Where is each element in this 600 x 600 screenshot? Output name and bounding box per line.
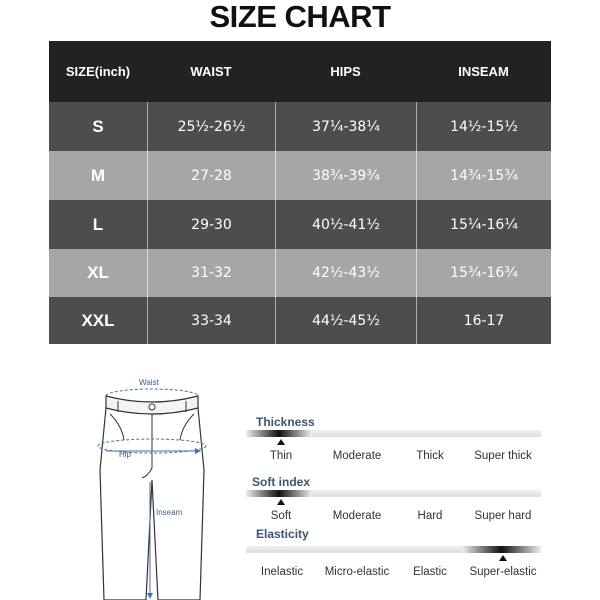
thickness-option: Thick (416, 450, 444, 462)
table-row (49, 249, 551, 297)
header-inseam: INSEAM (458, 64, 509, 79)
thickness-option: Thin (269, 450, 293, 462)
hips-cell: 40½-41½ (275, 200, 416, 249)
size-cell: L (92, 214, 104, 234)
size-cell: S (92, 116, 104, 136)
waist-cell: 29-30 (147, 200, 275, 249)
soft-index-scale (246, 472, 541, 526)
header-hips: HIPS (330, 64, 361, 79)
elasticity-active-segment (462, 546, 541, 553)
shorts-diagram (88, 368, 218, 600)
waist-cell: 33-34 (147, 297, 275, 344)
table-row (49, 200, 551, 249)
table-row (49, 151, 551, 200)
elasticity-heading: Elasticity (256, 527, 309, 541)
soft-index-option: Hard (417, 510, 443, 522)
soft-index-bar (246, 490, 541, 497)
size-table (49, 41, 551, 344)
right-leg (152, 408, 204, 600)
hips-cell: 38¾-39¾ (275, 151, 416, 200)
soft-index-option: Moderate (332, 510, 382, 522)
thickness-bar (246, 430, 541, 437)
soft-index-heading: Soft index (252, 475, 311, 489)
waist-cell: 27-28 (147, 151, 275, 200)
header-size: SIZE(inch) (65, 64, 131, 79)
left-leg (100, 408, 152, 600)
waist-label: Waist (139, 378, 159, 387)
table-header-row (49, 41, 551, 102)
soft-index-option: Super hard (474, 510, 532, 522)
thickness-marker-icon (277, 439, 285, 445)
elasticity-option: Inelastic (260, 566, 304, 578)
button-icon (149, 404, 155, 410)
waist-cell: 31-32 (147, 249, 275, 297)
table-row (49, 297, 551, 344)
thickness-active-segment (246, 430, 312, 437)
shorts-illustration (88, 368, 218, 600)
hips-cell: 37¼-38¼ (275, 102, 416, 151)
size-cell: M (90, 165, 106, 185)
hips-cell: 42½-43½ (275, 249, 416, 297)
inseam-cell: 14½-15½ (416, 102, 551, 151)
elasticity-scale (246, 524, 541, 584)
inseam-cell: 14¾-15¾ (416, 151, 551, 200)
size-cell: XL (87, 263, 109, 282)
thickness-heading: Thickness (256, 415, 315, 429)
elasticity-marker-icon (499, 555, 507, 561)
thickness-option: Super thick (474, 450, 532, 462)
elasticity-option: Micro-elastic (324, 566, 390, 578)
soft-index-option: Soft (270, 510, 292, 522)
elasticity-option: Elastic (413, 566, 447, 578)
hips-cell: 44½-45½ (275, 297, 416, 344)
inseam-cell: 15¼-16¼ (416, 200, 551, 249)
header-waist: WAIST (190, 64, 232, 79)
thickness-scale (246, 412, 541, 466)
hip-label: Hip (119, 450, 132, 459)
inseam-cell: 16-17 (416, 297, 551, 344)
inseam-cell: 15¾-16¾ (416, 249, 551, 297)
elasticity-option: Super-elastic (469, 566, 537, 578)
soft-index-marker-icon (277, 499, 285, 505)
size-cell: XXL (81, 310, 115, 330)
table-row (49, 102, 551, 151)
waist-cell: 25½-26½ (147, 102, 275, 151)
thickness-option: Moderate (332, 450, 382, 462)
page-title: SIZE CHART (209, 0, 391, 34)
soft-index-active-segment (246, 490, 312, 497)
elasticity-bar (246, 546, 541, 553)
inseam-label: Inseam (156, 508, 183, 517)
